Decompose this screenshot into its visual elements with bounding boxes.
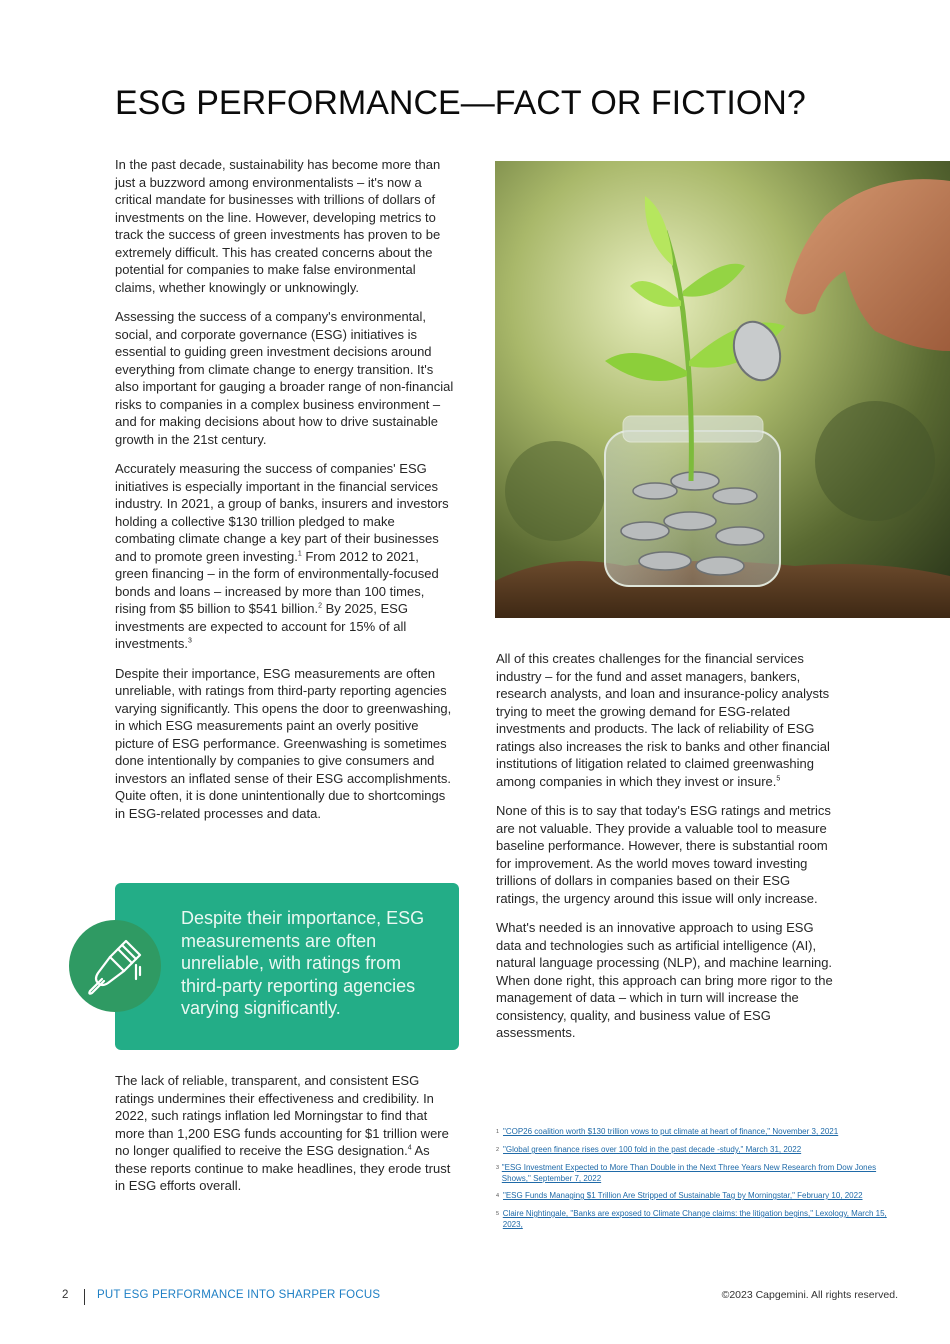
right-column [496,650,836,1054]
paragraph [115,1072,455,1195]
footer-section-link[interactable]: PUT ESG PERFORMANCE INTO SHARPER FOCUS [97,1289,381,1301]
footnote-number: 1 [496,1129,500,1135]
left-column-continued [115,1072,455,1207]
pull-quote-text: Despite their importance, ESG measurements are often unreliable, with ratings from third-party reporting agencies varying significantly. [181,908,425,1018]
footnote-number: 4 [496,1193,500,1199]
footnotes [496,1126,896,1236]
paragraph [115,460,455,653]
footnote-number: 3 [496,1165,500,1171]
footnote-number: 2 [496,1147,500,1153]
left-column [115,156,455,834]
footnote-link[interactable]: "COP26 coalition worth $130 trillion vows to put climate at heart of finance," November 3, 2021 [503,1127,839,1136]
paragraph: In the past decade, sustainability has become more than just a buzzword among environmentalists – it's now a critical mandate for businesses with trillions of dollars of investments on the line. However, developing metrics to track the success of green investments has proven to be extremely difficult. This has created concerns about the potential for companies to make false environmental claims, whether knowingly or unknowingly. [115,157,441,295]
footnote-item [496,1208,896,1230]
footnote-ref[interactable]: 2 [318,602,322,610]
footnote-link[interactable]: Claire Nightingale, "Banks are exposed to Climate Change claims: the litigation begins," Lexology, March 15, 2023, [502,1209,887,1229]
footnote-ref[interactable]: 3 [187,637,192,645]
page-number: 2 [62,1289,69,1301]
coin-jar-plant-photo [495,161,950,618]
footnote-item [496,1162,896,1184]
paragraph-text: Accurately measuring the success of companies' ESG initiatives is especially important in the financial services industry. In 2021, a group of banks, insurers and investors holding a collective $130 trillion pledged to make combating climate change a key part of their businesses and to promote green investing. [115,461,449,564]
footnote-ref[interactable]: 4 [407,1144,412,1152]
paragraph: None of this is to say that today's ESG ratings and metrics are not valuable. They provide a valuable tool to measure baseline performance. However, there is substantial room for improvement. As the world moves toward investing trillions of dollars in companies based on their ESG ratings, the urgency around this issue will only increase. [496,803,831,906]
footnote-ref[interactable]: 1 [297,550,302,558]
footnote-item [496,1190,896,1202]
footer-divider [84,1289,85,1305]
paragraph: Despite their importance, ESG measurements are often unreliable, with ratings from third-party reporting agencies varying significantly. This opens the door to greenwashing, in which ESG measurements paint an overly positive picture of ESG performance. Greenwashing is sometimes done intentionally by companies to give consumers and investors an inflated sense of their ESG accomplishments. Quite often, it is done unintentionally due to shortcomings in ESG-related processes and data. [115,665,452,821]
footnote-item [496,1144,896,1156]
paragraph-text: From 2012 to 2021, green financing – in the form of environmentally-focused bonds and loans – increased by more than 100 times, rising from $5 billion to $541 billion. [115,548,439,616]
paintbrush-icon [68,919,162,1013]
footnote-ref[interactable]: 5 [776,775,781,783]
footnote-number: 5 [496,1211,500,1217]
paragraph: Assessing the success of a company's environmental, social, and corporate governance (ESG) initiatives is essential to guiding green investment decisions around everything from climate change to energy transition. It's also important for gauging a broader range of non-financial risks to companies in a complex business environment – and for making decisions about how to drive sustainable growth in the 21st century. [115,309,454,447]
paragraph-text: By 2025, ESG investments are expected to account for 15% of all investments. [115,601,408,651]
page-title: ESG PERFORMANCE—FACT OR FICTION? [115,84,806,122]
paragraph-text: All of this creates challenges for the financial services industry – for the fund and asset managers, bankers, research analysts, and loan and insurance-policy analysts trying to meet the growing demand for ESG-related investments and products. The lack of reliability of ESG ratings also increases the risk to banks and other financial institutions of litigation related to claimed greenwashing among companies in which they invest or insure. [496,651,830,789]
copyright-notice: ©2023 Capgemini. All rights reserved. [721,1289,898,1301]
footnote-link[interactable]: "ESG Investment Expected to More Than Double in the Next Three Years New Research from Dow Jones Shows," September 7, 2022 [501,1163,877,1183]
paragraph-text: The lack of reliable, transparent, and consistent ESG ratings undermines their effectiveness and credibility. In 2022, such ratings inflation led Morningstar to find that more than 1,200 ESG funds accounting for $1 trillion were no longer qualified to receive the ESG designation. [115,1073,449,1158]
paragraph [496,650,836,790]
paragraph: What's needed is an innovative approach to using ESG data and technologies such as artificial intelligence (AI), natural language processing (NLP), and machine learning. When done right, this approach can bring more rigor to the management of data – which in turn will increase the consistency, quality, and business value of ESG assessments. [496,920,833,1040]
pull-quote-callout [115,883,459,1050]
footnote-item [496,1126,896,1138]
paragraph-text: As these reports continue to make headlines, they erode trust in ESG efforts overall. [115,1143,451,1193]
footnote-link[interactable]: "ESG Funds Managing $1 Trillion Are Stripped of Sustainable Tag by Morningstar," February 10, 2022 [503,1191,863,1200]
footnote-link[interactable]: "Global green finance rises over 100 fold in the past decade -study," March 31, 2022 [503,1145,802,1154]
